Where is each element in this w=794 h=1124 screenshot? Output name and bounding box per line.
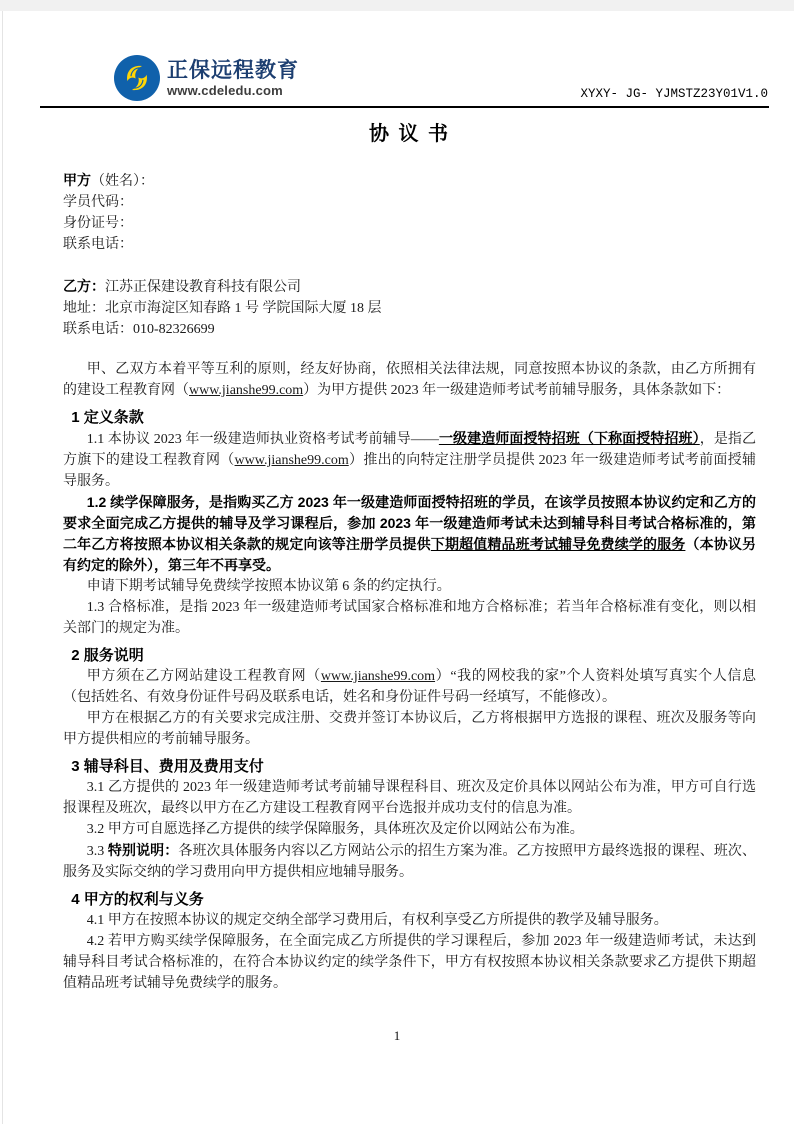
intro-text: 甲、乙双方本着平等互利的原则，经友好协商，依照相关法律法规，同意按照本协议的条款，由乙方所拥有的建设工程教育网（ — [63, 362, 756, 398]
clause-1-1 — [63, 428, 756, 492]
jianshe99-link[interactable]: www.jianshe99.com — [189, 383, 304, 398]
party-b-address-line: 地址：北京市海淀区知春路 1 号 学院国际大厦 18 层 — [63, 301, 382, 316]
party-b-phone-line: 联系电话：010-82326699 — [63, 322, 215, 337]
clause-text: 甲方须在乙方网站建设工程教育网（ — [86, 669, 321, 684]
clause-text: （本协议另有约定的除外），第三年不再享受。 — [63, 536, 757, 573]
clause-2-p2: 甲方在根据乙方的有关要求完成注册、交费并签订本协议后，乙方将根据甲方选报的课程、班次及服务等向甲方提供相应的考前辅导服务。 — [63, 711, 756, 747]
clause-1-2-note: 申请下期考试辅导免费续学按照本协议第 6 条的约定执行。 — [86, 579, 451, 594]
clause-1-2-underline: 下期超值精品班考试辅导免费续学的服务 — [430, 536, 686, 552]
clause-text: ）“我的网校我的家”个人资料处填写真实个人信息（包括姓名、有效身份证件号码及联系电话，姓名和身份证件号码一经填写，不能修改）。 — [63, 669, 756, 705]
party-a-block — [63, 170, 756, 255]
page-number: 1 — [393, 1028, 401, 1043]
section-2-heading: 2 服务说明 — [71, 647, 144, 664]
jianshe99-link[interactable]: www.jianshe99.com — [234, 453, 349, 468]
clause-text: ）推出的向特定注册学员提供 2023 年一级建造师考试考前面授辅导服务。 — [63, 453, 757, 489]
party-a-label-suffix: （姓名）： — [91, 174, 154, 189]
party-a-student-code-line: 学员代码： — [63, 195, 133, 210]
page-left-edge — [2, 11, 3, 1124]
document-code: XYXY- JG- YJMSTZ23Y01V1.0 — [580, 87, 768, 101]
party-a-name-line — [63, 170, 756, 192]
section-1-heading: 1 定义条款 — [71, 409, 144, 426]
clause-3-1: 3.1 乙方提供的 2023 年一级建造师考试考前辅导课程科目、班次及定价具体以网站公布为准，甲方可自行选报课程及班次，最终以甲方在乙方建设工程教育网平台选报并成功支付的信息为准。 — [63, 780, 756, 816]
clause-text: 各班次具体服务内容以乙方网站公示的招生方案为准。乙方按照甲方最终选报的课程、班次、服务及实际交纳的学习费用向甲方提供相应地辅导服务。 — [63, 844, 757, 880]
document-body — [63, 0, 756, 994]
party-a-label: 甲方 — [63, 172, 91, 188]
brand-name: 正保远程教育 — [167, 58, 299, 82]
section-4-heading: 4 甲方的权利与义务 — [71, 891, 204, 908]
clause-1-3: 1.3 合格标准，是指 2023 年一级建造师考试国家合格标准和地方合格标准；若当年合格标准有变化，则以相关部门的规定为准。 — [63, 600, 756, 636]
party-a-phone-line: 联系电话： — [63, 237, 133, 252]
clause-1-1-emphasis: 一级建造师面授特招班（下称面授特招班） — [438, 430, 700, 446]
intro-text: ）为甲方提供 2023 年一级建造师考试考前辅导服务，具体条款如下： — [303, 383, 731, 398]
clause-3-2: 3.2 甲方可自愿选择乙方提供的续学保障服务，具体班次及定价以网站公布为准。 — [86, 822, 584, 837]
clause-text: 1.1 本协议 2023 年一级建造师执业资格考试考前辅导—— — [86, 432, 439, 447]
jianshe99-link[interactable]: www.jianshe99.com — [320, 669, 436, 684]
party-a-id-line: 身份证号： — [63, 216, 133, 231]
section-3-heading: 3 辅导科目、费用及费用支付 — [71, 758, 264, 775]
clause-text: 3.3 — [86, 844, 108, 859]
clause-text: ，是指乙方旗下的建设工程教育网（ — [63, 432, 757, 468]
intro-paragraph — [63, 359, 756, 401]
brand-url: www.cdeledu.com — [167, 82, 283, 98]
clause-2-p1 — [63, 666, 756, 708]
clause-4-2: 4.2 若甲方购买续学保障服务，在全面完成乙方所提供的学习课程后，参加 2023 年一级建造师考试，未达到辅导科目考试合格标准的，在符合本协议约定的续学条件下，甲方有权按照本协议相关条款要求乙方提供下期超值精品班考试辅导免费续学的服务。 — [63, 934, 756, 991]
clause-3-3 — [63, 840, 756, 883]
page-title: 协 议 书 — [368, 123, 451, 145]
party-b-company: 江苏正保建设教育科技有限公司 — [105, 280, 301, 295]
clause-3-3-emphasis: 特别说明： — [107, 842, 179, 858]
clause-1-2 — [63, 492, 756, 576]
clause-4-1: 4.1 甲方在按照本协议的规定交纳全部学习费用后，有权利享受乙方所提供的教学及辅导服务。 — [86, 913, 668, 928]
party-b-name-line — [63, 276, 756, 298]
party-b-label: 乙方： — [63, 278, 105, 294]
clause-text: 1.2 续学保障服务，是指购买乙方 2023 年一级建造师面授特招班的学员，在该学员按照本协议约定和乙方的要求全面完成乙方提供的辅导及学习课程后，参加 2023 年一级建造师考试未达到辅导科目考试合格标准的，第二年乙方将按照本协议相关条款的规定向该等注册学员提供 — [63, 494, 756, 552]
party-b-block — [63, 276, 756, 340]
